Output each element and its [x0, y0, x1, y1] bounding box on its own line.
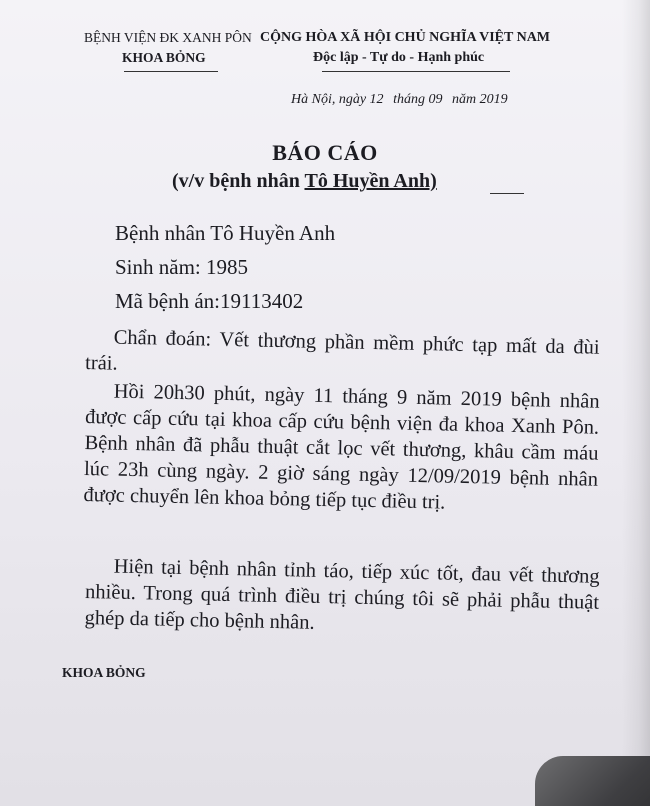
current-status-text: Hiện tại bệnh nhân tỉnh táo, tiếp xúc tốt, đau vết thương nhiều. Trong quá trình điều trị chúng tôi sẽ phải phẫu thuật ghép da tiếp cho bệnh nhân. [84, 555, 600, 634]
department-underline [124, 71, 218, 72]
diagnosis-text: Chẩn đoán: Vết thương phần mềm phức tạp mất da đùi trái. [84, 326, 600, 375]
country-name: CỘNG HÒA XÃ HỘI CHỦ NGHĨA VIỆT NAM [260, 30, 551, 45]
patient-birth-line: Sinh năm: 1985 [115, 255, 249, 279]
patient-record-line: Mã bệnh án:19113402 [115, 289, 304, 313]
subtitle-patient-name: Tô Huyền Anh) [304, 170, 437, 192]
page-edge-shadow [622, 0, 650, 806]
hospital-name: BỆNH VIỆN ĐK XANH PÔN [84, 30, 252, 45]
motto-underline [322, 71, 510, 72]
department-name: KHOA BỎNG [122, 50, 206, 65]
subtitle-underline-extension [490, 193, 524, 194]
national-motto: Độc lập - Tự do - Hạnh phúc [313, 50, 485, 65]
foreground-object [535, 756, 650, 806]
date-year: năm 2019 [451, 92, 508, 107]
signature-department: KHOA BỎNG [62, 665, 146, 680]
date-month: tháng 09 [393, 92, 443, 107]
date-place-day: Hà Nội, ngày 12 [291, 92, 384, 107]
current-status-paragraph [84, 553, 600, 642]
document-subtitle [172, 170, 437, 193]
document-title: BÁO CÁO [272, 140, 378, 165]
document-date [291, 92, 514, 108]
patient-name-line: Bệnh nhân Tô Huyền Anh [115, 221, 336, 245]
history-text: Hồi 20h30 phút, ngày 11 tháng 9 năm 2019 bệnh nhân được cấp cứu tại khoa cấp cứu bệnh viện đa khoa Xanh Pôn. Bệnh nhân đã phẫu thuật cắt lọc vết thương, khâu cầm máu lúc 23h cùng ngày. 2 giờ sáng ngày 12/09/2019 bệnh nhân được chuyển lên khoa bỏng tiếp tục điều trị. [83, 380, 600, 514]
diagnosis-paragraph [85, 324, 600, 387]
subtitle-prefix: (v/v bệnh nhân [172, 170, 305, 192]
history-paragraph [83, 378, 600, 519]
